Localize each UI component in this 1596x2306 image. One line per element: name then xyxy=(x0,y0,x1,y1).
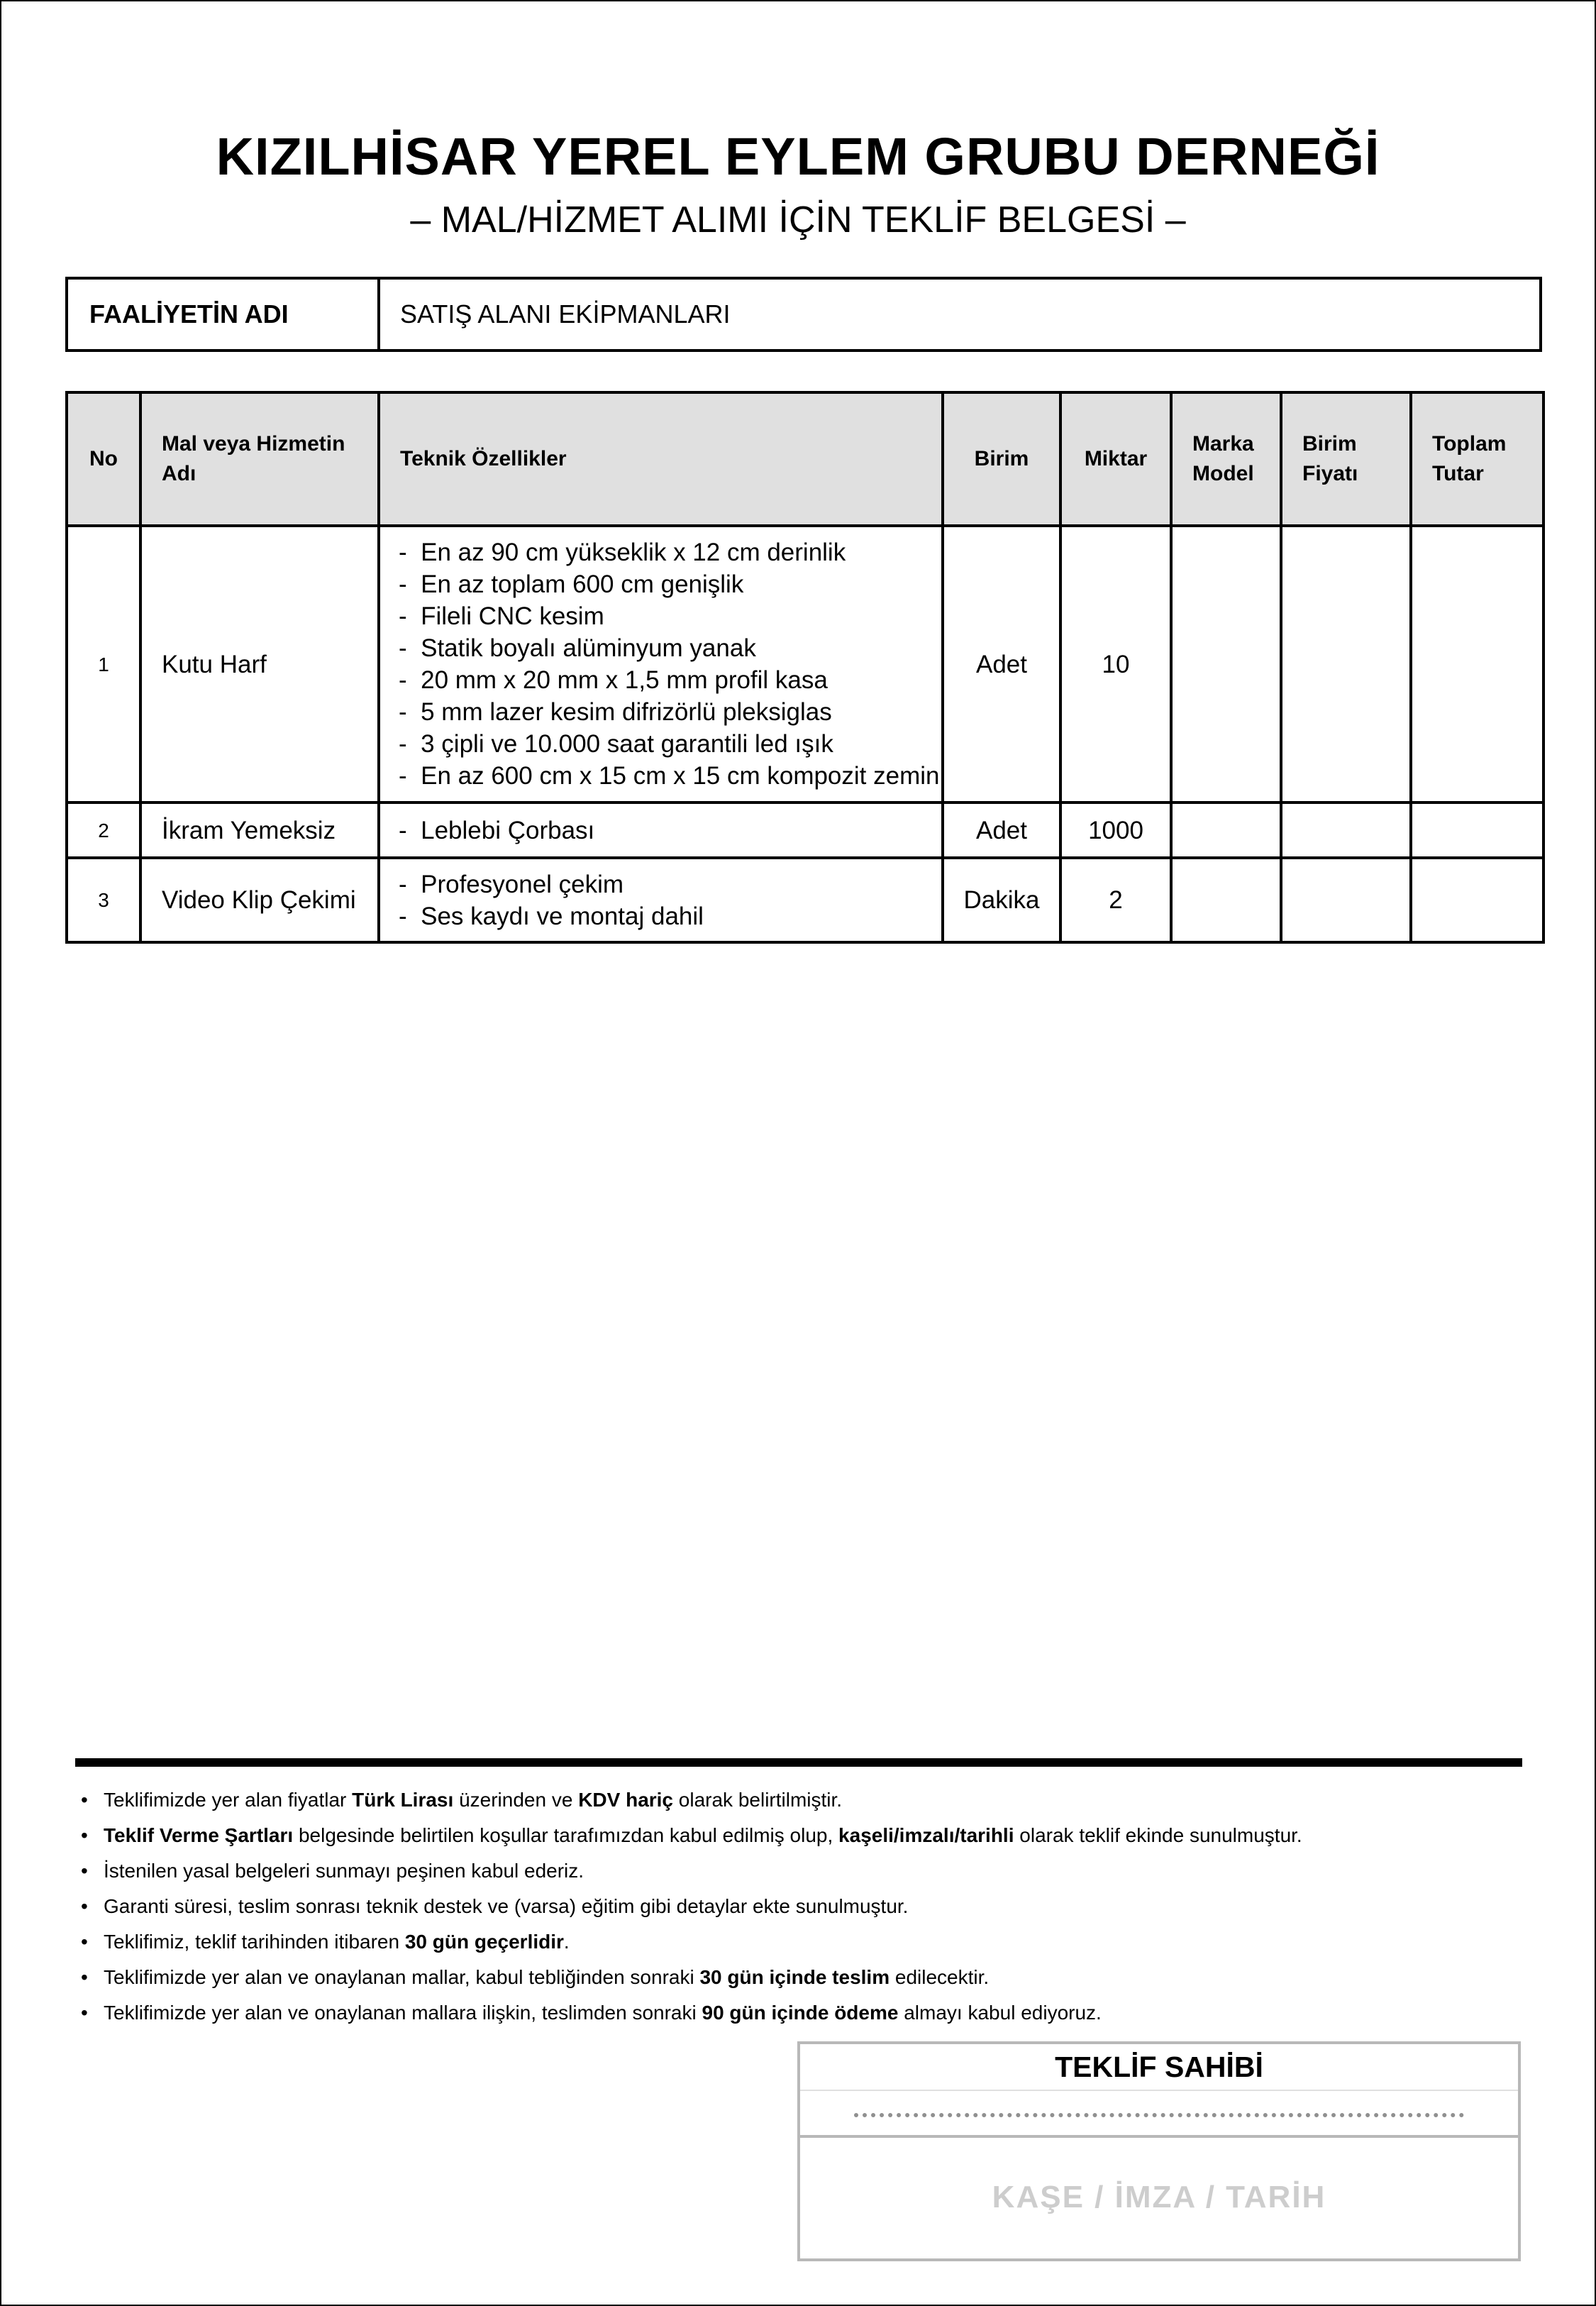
terms-text: İstenilen yasal belgeleri sunmayı peşinen kabul ederiz. xyxy=(104,1860,584,1882)
terms-text: Teklifimizde yer alan ve onaylanan mallara ilişkin, teslimden sonraki xyxy=(104,2002,702,2024)
signature-name-line[interactable] xyxy=(800,2091,1518,2138)
row-brand[interactable] xyxy=(1171,802,1281,858)
terms-item xyxy=(79,1960,1526,1995)
terms-item xyxy=(79,1924,1526,1960)
spec-line: - Profesyonel çekim xyxy=(399,868,941,900)
terms-item xyxy=(79,1782,1526,1818)
row-no: 1 xyxy=(67,526,140,802)
row-unit: Adet xyxy=(943,802,1060,858)
terms-list xyxy=(79,1782,1526,2031)
terms-bold: Teklif Verme Şartları xyxy=(104,1824,294,1846)
terms-text: üzerinden ve xyxy=(453,1789,579,1811)
stamp-area[interactable]: KAŞE / İMZA / TARİH xyxy=(992,2180,1326,2214)
row-total[interactable] xyxy=(1411,802,1544,858)
row-name: Kutu Harf xyxy=(140,526,379,802)
row-unit-price[interactable] xyxy=(1281,526,1411,802)
spec-line: - Ses kaydı ve montaj dahil xyxy=(399,900,941,932)
terms-bold: 30 gün içinde teslim xyxy=(699,1966,890,1988)
row-name: İkram Yemeksiz xyxy=(140,802,379,858)
activity-value: SATIŞ ALANI EKİPMANLARI xyxy=(400,299,731,329)
terms-item xyxy=(79,1889,1526,1924)
activity-label: FAALİYETİN ADI xyxy=(68,280,380,349)
terms-text: Teklifimiz, teklif tarihinden itibaren xyxy=(104,1931,405,1953)
dotted-line xyxy=(854,2113,1464,2117)
spec-line: - En az 90 cm yükseklik x 12 cm derinlik xyxy=(399,536,941,568)
terms-item xyxy=(79,1818,1526,1853)
spec-line: - 20 mm x 20 mm x 1,5 mm profil kasa xyxy=(399,664,941,696)
spec-line: - En az toplam 600 cm genişlik xyxy=(399,568,941,600)
terms-text: belgesinde belirtilen koşullar tarafımızdan kabul edilmiş olup, xyxy=(293,1824,839,1846)
row-unit-price[interactable] xyxy=(1281,802,1411,858)
header-unit-price: Birim Fiyatı xyxy=(1281,392,1411,526)
header-spec: Teknik Özellikler xyxy=(379,392,943,526)
terms-text: olarak belirtilmiştir. xyxy=(673,1789,843,1811)
row-specs xyxy=(379,802,943,858)
terms-item xyxy=(79,1853,1526,1889)
spec-line: - 3 çipli ve 10.000 saat garantili led ışık xyxy=(399,728,941,760)
terms-text: . xyxy=(563,1931,570,1953)
terms-text: Teklifimizde yer alan fiyatlar xyxy=(104,1789,353,1811)
row-no: 2 xyxy=(67,802,140,858)
row-qty: 1000 xyxy=(1060,802,1171,858)
terms-bold: kaşeli/imzalı/tarihli xyxy=(838,1824,1014,1846)
spec-line: - En az 600 cm x 15 cm x 15 cm kompozit zemin xyxy=(399,760,941,792)
row-no: 3 xyxy=(67,858,140,942)
spec-line: - Leblebi Çorbası xyxy=(399,815,941,846)
row-total[interactable] xyxy=(1411,858,1544,942)
page-subtitle: – MAL/HİZMET ALIMI İÇİN TEKLİF BELGESİ – xyxy=(410,199,1186,241)
spec-line: - Fileli CNC kesim xyxy=(399,600,941,632)
header-no: No xyxy=(67,392,140,526)
terms-text: Teklifimizde yer alan ve onaylanan mallar, kabul tebliğinden sonraki xyxy=(104,1966,700,1988)
row-brand[interactable] xyxy=(1171,526,1281,802)
terms-text: edilecektir. xyxy=(890,1966,990,1988)
table-row xyxy=(67,858,1544,942)
row-specs xyxy=(379,526,943,802)
terms-bold: Türk Lirası xyxy=(352,1789,454,1811)
header-name: Mal veya Hizmetin Adı xyxy=(140,392,379,526)
header-unit: Birim xyxy=(943,392,1060,526)
terms-bold: 90 gün içinde ödeme xyxy=(702,2002,899,2024)
row-unit: Dakika xyxy=(943,858,1060,942)
signature-box xyxy=(797,2041,1521,2261)
terms-text: Garanti süresi, teslim sonrası teknik destek ve (varsa) eğitim gibi detaylar ekte sunulmuştur. xyxy=(104,1895,909,1917)
row-unit-price[interactable] xyxy=(1281,858,1411,942)
header-brand: Marka Model xyxy=(1171,392,1281,526)
row-name: Video Klip Çekimi xyxy=(140,858,379,942)
activity-box xyxy=(65,277,1542,352)
terms-text: olarak teklif ekinde sunulmuştur. xyxy=(1014,1824,1302,1846)
terms-item xyxy=(79,1995,1526,2031)
row-specs xyxy=(379,858,943,942)
footer-divider xyxy=(75,1758,1522,1767)
terms-text: almayı kabul ediyoruz. xyxy=(898,2002,1102,2024)
table-row xyxy=(67,526,1544,802)
row-unit: Adet xyxy=(943,526,1060,802)
table-row xyxy=(67,802,1544,858)
row-total[interactable] xyxy=(1411,526,1544,802)
header-qty: Miktar xyxy=(1060,392,1171,526)
row-qty: 2 xyxy=(1060,858,1171,942)
spec-line: - 5 mm lazer kesim difrizörlü pleksiglas xyxy=(399,696,941,728)
row-brand[interactable] xyxy=(1171,858,1281,942)
terms-bold: 30 gün geçerlidir xyxy=(404,1931,564,1953)
page-title: KIZILHİSAR YEREL EYLEM GRUBU DERNEĞİ xyxy=(216,127,1380,186)
header-total: Toplam Tutar xyxy=(1411,392,1544,526)
table-header-row xyxy=(67,392,1544,526)
signature-title: TEKLİF SAHİBİ xyxy=(800,2044,1518,2091)
terms-bold: KDV hariç xyxy=(578,1789,674,1811)
row-qty: 10 xyxy=(1060,526,1171,802)
items-table xyxy=(65,391,1545,944)
spec-line: - Statik boyalı alüminyum yanak xyxy=(399,632,941,664)
